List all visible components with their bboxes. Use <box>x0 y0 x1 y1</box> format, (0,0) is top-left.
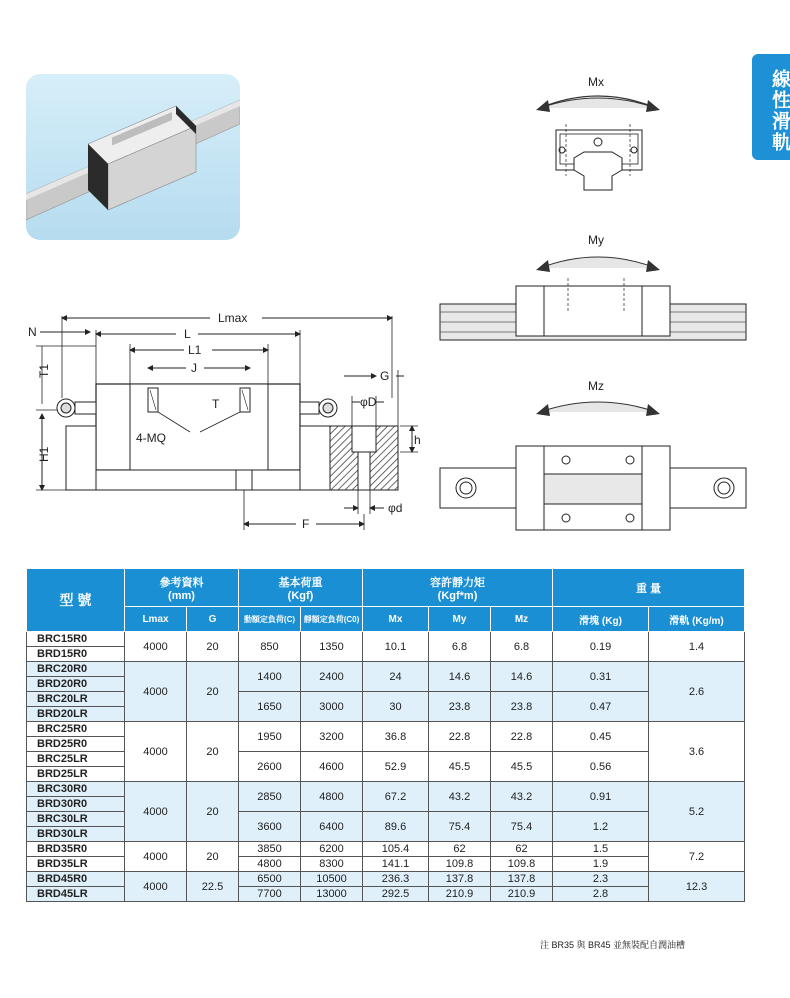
sub-c: 動額定負荷(C) <box>239 607 301 632</box>
table-cell: 1400 <box>239 662 301 692</box>
h-label: h <box>414 433 421 447</box>
model-cell: BRD45R0 <box>27 872 125 887</box>
header-weight: 重 量 <box>553 569 745 607</box>
table-cell: 30 <box>363 692 429 722</box>
table-cell: 20 <box>187 782 239 842</box>
table-cell: 20 <box>187 842 239 872</box>
table-cell: 2.8 <box>553 887 649 902</box>
table-cell: 14.6 <box>491 662 553 692</box>
table-cell: 137.8 <box>429 872 491 887</box>
table-cell: 6400 <box>301 812 363 842</box>
table-cell: 36.8 <box>363 722 429 752</box>
table-cell: 3200 <box>301 722 363 752</box>
sub-lmax: Lmax <box>125 607 187 632</box>
mq-label: 4-MQ <box>136 431 166 445</box>
model-cell: BRD25R0 <box>27 737 125 752</box>
sub-c0: 靜額定負荷(C0) <box>301 607 363 632</box>
table-cell: 10500 <box>301 872 363 887</box>
table-cell: 20 <box>187 662 239 722</box>
table-cell: 3.6 <box>649 722 745 782</box>
l1-label: L1 <box>188 343 202 357</box>
table-cell: 3000 <box>301 692 363 722</box>
table-cell: 2400 <box>301 662 363 692</box>
table-cell: 0.91 <box>553 782 649 812</box>
table-row <box>27 842 745 857</box>
t-label: T <box>212 397 220 411</box>
table-cell: 22.8 <box>429 722 491 752</box>
header-moment: 容許靜力矩 (Kgf*m) <box>363 569 553 607</box>
header-model: 型 號 <box>27 569 125 632</box>
model-cell: BRC20R0 <box>27 662 125 677</box>
table-cell: 12.3 <box>649 872 745 902</box>
table-cell: 141.1 <box>363 857 429 872</box>
phi-small-d-label: φd <box>388 501 403 515</box>
sub-mz: Mz <box>491 607 553 632</box>
table-cell: 2850 <box>239 782 301 812</box>
table-cell: 43.2 <box>491 782 553 812</box>
model-cell: BRD35LR <box>27 857 125 872</box>
table-cell: 0.47 <box>553 692 649 722</box>
table-cell: 109.8 <box>491 857 553 872</box>
table-cell: 8300 <box>301 857 363 872</box>
table-cell: 292.5 <box>363 887 429 902</box>
table-cell: 20 <box>187 722 239 782</box>
model-cell: BRD25LR <box>27 767 125 782</box>
table-cell: 24 <box>363 662 429 692</box>
table-cell: 1.9 <box>553 857 649 872</box>
table-cell: 62 <box>491 842 553 857</box>
sub-block: 滑塊 (Kg) <box>553 607 649 632</box>
table-cell: 10.1 <box>363 632 429 662</box>
table-cell: 0.56 <box>553 752 649 782</box>
table-cell: 1350 <box>301 632 363 662</box>
table-cell: 4600 <box>301 752 363 782</box>
phi-big-d-label: φD <box>360 395 377 409</box>
n-label: N <box>28 325 37 339</box>
table-cell: 1.4 <box>649 632 745 662</box>
table-cell: 109.8 <box>429 857 491 872</box>
model-cell: BRD30R0 <box>27 797 125 812</box>
table-cell: 67.2 <box>363 782 429 812</box>
table-cell: 3850 <box>239 842 301 857</box>
mz-view <box>440 379 746 530</box>
table-cell: 0.31 <box>553 662 649 692</box>
model-cell: BRC25R0 <box>27 722 125 737</box>
g-label: G <box>380 369 390 383</box>
spec-table-wrap <box>26 568 744 902</box>
category-tab: 線性滑軌 <box>752 54 790 160</box>
sub-mx: Mx <box>363 607 429 632</box>
model-cell: BRD45LR <box>27 887 125 902</box>
table-cell: 1950 <box>239 722 301 752</box>
table-cell: 2.6 <box>649 662 745 722</box>
spec-table-body <box>27 632 745 902</box>
table-cell: 1650 <box>239 692 301 722</box>
header-load: 基本荷重 (Kgf) <box>239 569 363 607</box>
model-cell: BRC30LR <box>27 812 125 827</box>
table-cell: 3600 <box>239 812 301 842</box>
footnote: 注 BR35 與 BR45 並無裝配自潤油槽 <box>540 940 686 950</box>
table-cell: 4000 <box>125 662 187 722</box>
model-cell: BRC15R0 <box>27 632 125 647</box>
table-cell: 23.8 <box>491 692 553 722</box>
table-row <box>27 722 745 737</box>
table-cell: 4000 <box>125 722 187 782</box>
table-row <box>27 662 745 677</box>
table-cell: 236.3 <box>363 872 429 887</box>
table-cell: 137.8 <box>491 872 553 887</box>
mz-label: Mz <box>588 379 604 393</box>
table-cell: 6200 <box>301 842 363 857</box>
table-cell: 6.8 <box>429 632 491 662</box>
table-cell: 22.8 <box>491 722 553 752</box>
model-cell: BRD20R0 <box>27 677 125 692</box>
table-cell: 1.2 <box>553 812 649 842</box>
table-cell: 6500 <box>239 872 301 887</box>
table-cell: 1.5 <box>553 842 649 857</box>
table-cell: 4800 <box>239 857 301 872</box>
table-cell: 4800 <box>301 782 363 812</box>
spec-table <box>26 568 745 902</box>
model-cell: BRC30R0 <box>27 782 125 797</box>
table-cell: 210.9 <box>429 887 491 902</box>
table-cell: 23.8 <box>429 692 491 722</box>
j-label: J <box>191 361 197 375</box>
table-cell: 210.9 <box>491 887 553 902</box>
table-cell: 4000 <box>125 782 187 842</box>
table-cell: 22.5 <box>187 872 239 902</box>
h1-label: H1 <box>37 446 51 462</box>
table-row <box>27 782 745 797</box>
sub-my: My <box>429 607 491 632</box>
mx-label: Mx <box>588 75 604 89</box>
table-row <box>27 632 745 647</box>
table-cell: 43.2 <box>429 782 491 812</box>
table-cell: 45.5 <box>429 752 491 782</box>
table-cell: 75.4 <box>491 812 553 842</box>
table-cell: 2.3 <box>553 872 649 887</box>
table-cell: 52.9 <box>363 752 429 782</box>
table-cell: 4000 <box>125 872 187 902</box>
table-cell: 7.2 <box>649 842 745 872</box>
sub-g: G <box>187 607 239 632</box>
header-ref: 參考資料 (mm) <box>125 569 239 607</box>
model-cell: BRD20LR <box>27 707 125 722</box>
table-cell: 0.45 <box>553 722 649 752</box>
l-label: L <box>184 327 191 341</box>
table-cell: 4000 <box>125 842 187 872</box>
model-cell: BRC25LR <box>27 752 125 767</box>
mx-view <box>536 75 660 190</box>
table-cell: 6.8 <box>491 632 553 662</box>
table-cell: 62 <box>429 842 491 857</box>
model-cell: BRD30LR <box>27 827 125 842</box>
sub-rail: 滑軌 (Kg/m) <box>649 607 745 632</box>
t1-label: T1 <box>37 363 51 378</box>
table-cell: 0.19 <box>553 632 649 662</box>
model-cell: BRC20LR <box>27 692 125 707</box>
f-label: F <box>302 517 310 531</box>
table-cell: 14.6 <box>429 662 491 692</box>
table-cell: 7700 <box>239 887 301 902</box>
table-cell: 20 <box>187 632 239 662</box>
model-cell: BRD15R0 <box>27 647 125 662</box>
table-cell: 89.6 <box>363 812 429 842</box>
table-cell: 105.4 <box>363 842 429 857</box>
table-cell: 13000 <box>301 887 363 902</box>
table-row <box>27 872 745 887</box>
table-cell: 45.5 <box>491 752 553 782</box>
table-cell: 75.4 <box>429 812 491 842</box>
table-cell: 850 <box>239 632 301 662</box>
table-cell: 2600 <box>239 752 301 782</box>
lmax-label: Lmax <box>218 311 248 325</box>
table-cell: 4000 <box>125 632 187 662</box>
my-label: My <box>588 233 604 247</box>
my-view <box>440 233 746 340</box>
table-cell: 5.2 <box>649 782 745 842</box>
model-cell: BRD35R0 <box>27 842 125 857</box>
dimension-drawing <box>28 311 421 531</box>
